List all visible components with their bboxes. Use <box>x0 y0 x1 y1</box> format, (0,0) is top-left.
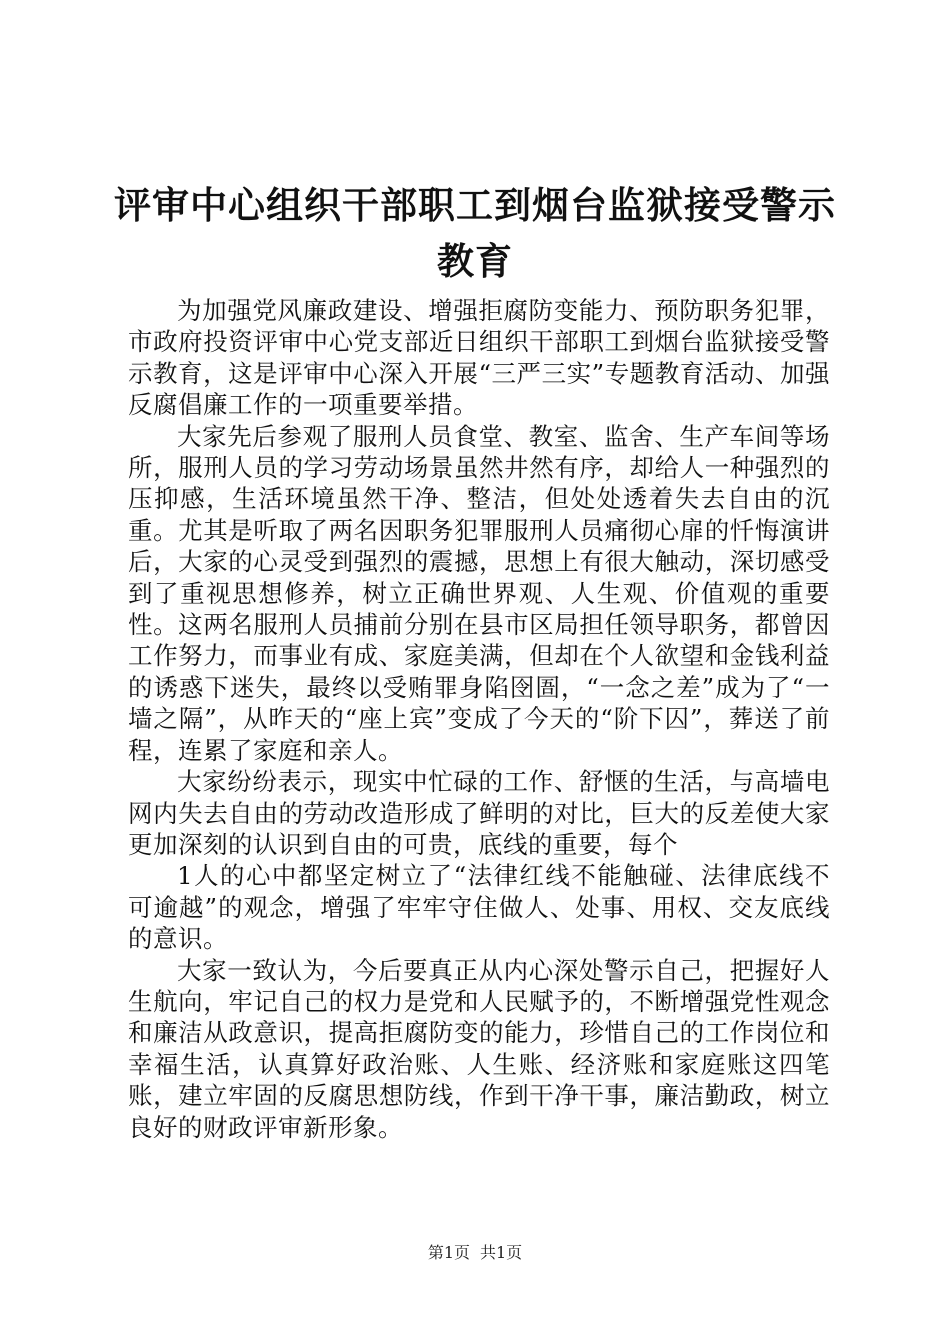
paragraph-3: 大家纷纷表示，现实中忙碌的工作、舒惬的生活，与高墙电网内失去自由的劳动改造形成了鲜明的对比，巨大的反差使大家更加深刻的认识到自由的可贵，底线的重要，每个 <box>128 767 830 859</box>
paragraph-5: 大家一致认为，今后要真正从内心深处警示自己，把握好人生航向，牢记自己的权力是党和人民赋予的，不断增强党性观念和廉洁从政意识，提高拒腐防变的能力，珍惜自己的工作岗位和幸福生活，认真算好政治账、人生账、经济账和家庭账这四笔账，建立牢固的反腐思想防线，作到干净干事，廉洁勤政，树立良好的财政评审新形象。 <box>128 955 830 1142</box>
paragraph-2: 大家先后参观了服刑人员食堂、教室、监舍、生产车间等场所，服刑人员的学习劳动场景虽然井然有序，却给人一种强烈的压抑感，生活环境虽然干净、整洁，但处处透着失去自由的沉重。尤其是听取了两名因职务犯罪服刑人员痛彻心扉的忏悔演讲后，大家的心灵受到强烈的震撼，思想上有很大触动，深切感受到了重视思想修养，树立正确世界观、人生观、价值观的重要性。这两名服刑人员捕前分别在县市区局担任领导职务，都曾因工作努力，而事业有成、家庭美满，但却在个人欲望和金钱利益的诱惑下迷失，最终以受贿罪身陷囹圄，“一念之差”成为了“一墙之隔”，从昨天的“座上宾”变成了今天的“阶下囚”，葬送了前程，连累了家庭和亲人。 <box>128 421 830 765</box>
document-body <box>128 295 830 1143</box>
paragraph-4: 1人的心中都坚定树立了“法律红线不能触碰、法律底线不可逾越”的观念，增强了牢牢守住做人、处事、用权、交友底线的意识。 <box>128 861 830 954</box>
paragraph-1: 为加强党风廉政建设、增强拒腐防变能力、预防职务犯罪，市政府投资评审中心党支部近日组织干部职工到烟台监狱接受警示教育，这是评审中心深入开展“三严三实”专题教育活动、加强反腐倡廉工作的一项重要举措。 <box>128 296 830 420</box>
page-number-total: 共1页 <box>480 1243 523 1262</box>
page-footer <box>0 1240 950 1263</box>
page-number-current: 第1页 <box>427 1243 470 1262</box>
document-title: 评审中心组织干部职工到烟台监狱接受警示教育 <box>114 184 836 283</box>
